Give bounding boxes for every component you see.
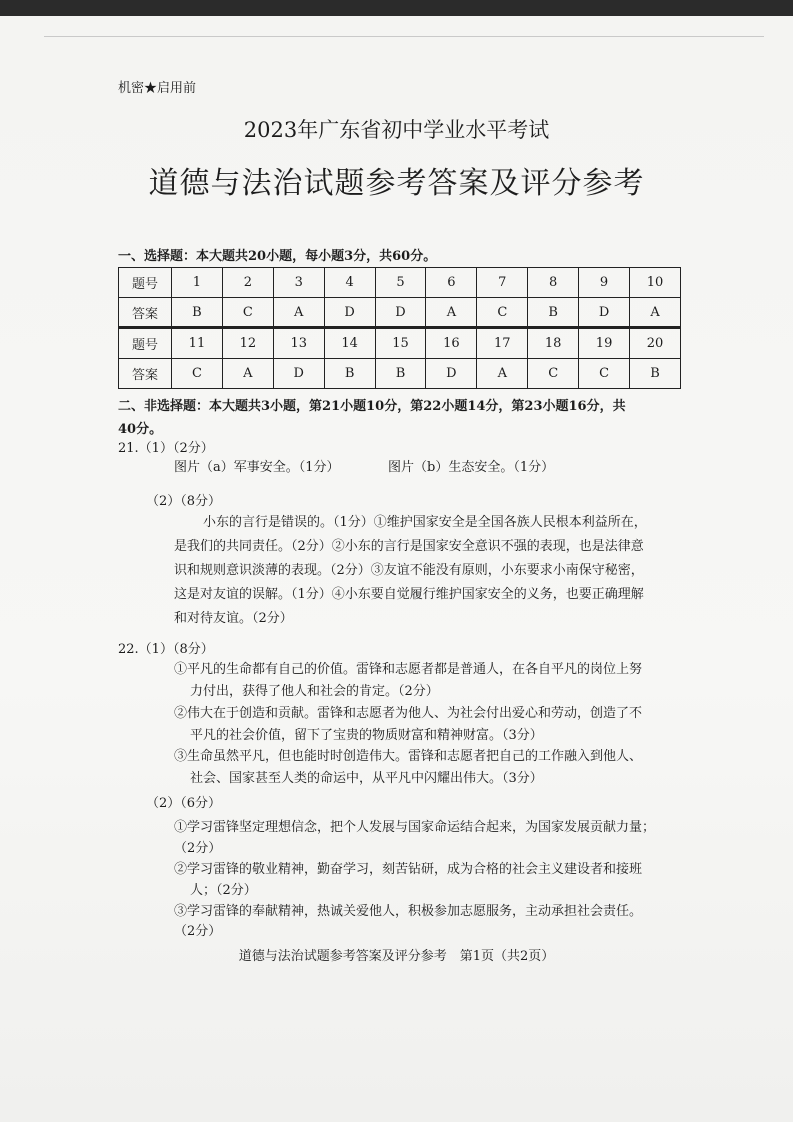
table-cell: 16 [426,328,477,359]
table-cell: A [222,359,273,389]
q22-part1-line: 力付出，获得了他人和社会的肯定。（2分） [190,684,439,699]
answer-table [118,267,681,389]
row-label-answer: 答案 [119,297,172,328]
q21-part2-line: 识和规则意识淡薄的表现。（2分）③友谊不能没有原则，小东要求小南保守秘密， [174,563,644,578]
exam-title: 2023年广东省初中学业水平考试 [243,118,550,142]
table-cell: C [477,297,528,328]
q22-part2-line: ②学习雷锋的敬业精神，勤奋学习，刻苦钻研，成为合格的社会主义建设者和接班 [174,862,643,877]
q22-part1-label: 22.（1）（8分） [118,642,214,657]
q21-part1-answer-a: 图片（a）军事安全。（1分） [174,460,340,475]
table-cell: B [375,359,426,389]
table-row-answer-11-20 [119,359,681,389]
table-cell: C [579,359,630,389]
table-cell: D [426,359,477,389]
top-rule-divider [44,36,764,37]
q22-part2-line: （2分） [174,841,222,856]
table-cell: 2 [222,268,273,298]
table-cell: 10 [630,268,681,298]
table-cell: C [528,359,579,389]
table-cell: D [579,297,630,328]
table-cell: 6 [426,268,477,298]
q21-part2-line: 小东的言行是错误的。（1分）①维护国家安全是全国各族人民根本利益所在， [203,515,647,530]
row-label-question: 题号 [119,268,172,298]
table-cell: D [273,359,324,389]
table-cell: 17 [477,328,528,359]
table-cell: A [630,297,681,328]
table-cell: A [426,297,477,328]
table-cell: B [172,297,223,328]
q22-part2-line: ③学习雷锋的奉献精神，热诚关爱他人，积极参加志愿服务，主动承担社会责任。 [174,904,643,919]
q21-part1-answer-b: 图片（b）生态安全。（1分） [388,460,555,475]
q22-part1-line: 社会、国家甚至人类的命运中，从平凡中闪耀出伟大。（3分） [190,771,543,786]
table-cell: 11 [172,328,223,359]
table-cell: 18 [528,328,579,359]
q21-part2-line: 和对待友谊。（2分） [174,611,293,626]
q21-part2-label: （2）（8分） [146,494,222,509]
table-row-question-11-20 [119,328,681,359]
table-cell: 7 [477,268,528,298]
q22-part1-line: ③生命虽然平凡，但也能时时创造伟大。雷锋和志愿者把自己的工作融入到他人、 [174,749,643,764]
section2-heading-line1: 二、非选择题：本大题共3小题，第21小题10分，第22小题14分，第23小题16分，共 [118,399,626,414]
table-cell: C [172,359,223,389]
q22-part2-line: （2分） [174,924,222,939]
q22-part1-line: ②伟大在于创造和贡献。雷锋和志愿者为他人、为社会付出爱心和劳动，创造了不 [174,706,643,721]
row-label-answer: 答案 [119,359,172,389]
table-cell: 3 [273,268,324,298]
table-cell: 12 [222,328,273,359]
table-cell: 20 [630,328,681,359]
table-cell: A [273,297,324,328]
top-bar [0,0,793,16]
table-cell: 4 [324,268,375,298]
q22-part2-line: 人；（2分） [190,883,257,898]
table-cell: B [630,359,681,389]
q21-part1-label: 21.（1）（2分） [118,441,214,456]
table-cell: B [324,359,375,389]
confidential-mark: 机密★启用前 [118,81,197,96]
table-cell: 8 [528,268,579,298]
table-cell: A [477,359,528,389]
table-cell: D [375,297,426,328]
q22-part2-line: ①学习雷锋坚定理想信念，把个人发展与国家命运结合起来，为国家发展贡献力量； [174,820,656,835]
q21-part2-line: 这是对友谊的误解。（1分）④小东要自觉履行维护国家安全的义务，也要正确理解 [174,587,644,602]
table-row-answer-1-10 [119,297,681,328]
document-title: 道德与法治试题参考答案及评分参考 [148,166,645,201]
q22-part2-label: （2）（6分） [146,796,222,811]
q22-part1-line: 平凡的社会价值，留下了宝贵的物质财富和精神财富。（3分） [190,728,543,743]
table-cell: 14 [324,328,375,359]
table-cell: D [324,297,375,328]
section1-heading: 一、选择题：本大题共20小题，每小题3分，共60分。 [118,249,437,264]
table-cell: B [528,297,579,328]
table-cell: 1 [172,268,223,298]
q22-part1-line: ①平凡的生命都有自己的价值。雷锋和志愿者都是普通人，在各自平凡的岗位上努 [174,662,643,677]
page-footer: 道德与法治试题参考答案及评分参考 第1页（共2页） [238,949,555,964]
table-row-question-1-10 [119,268,681,298]
q21-part2-line: 是我们的共同责任。（2分）②小东的言行是国家安全意识不强的表现，也是法律意 [174,539,644,554]
table-cell: 19 [579,328,630,359]
table-cell: 13 [273,328,324,359]
table-cell: 5 [375,268,426,298]
row-label-question: 题号 [119,328,172,359]
table-cell: 9 [579,268,630,298]
section2-heading-line2: 40分。 [118,422,163,437]
table-cell: 15 [375,328,426,359]
table-cell: C [222,297,273,328]
